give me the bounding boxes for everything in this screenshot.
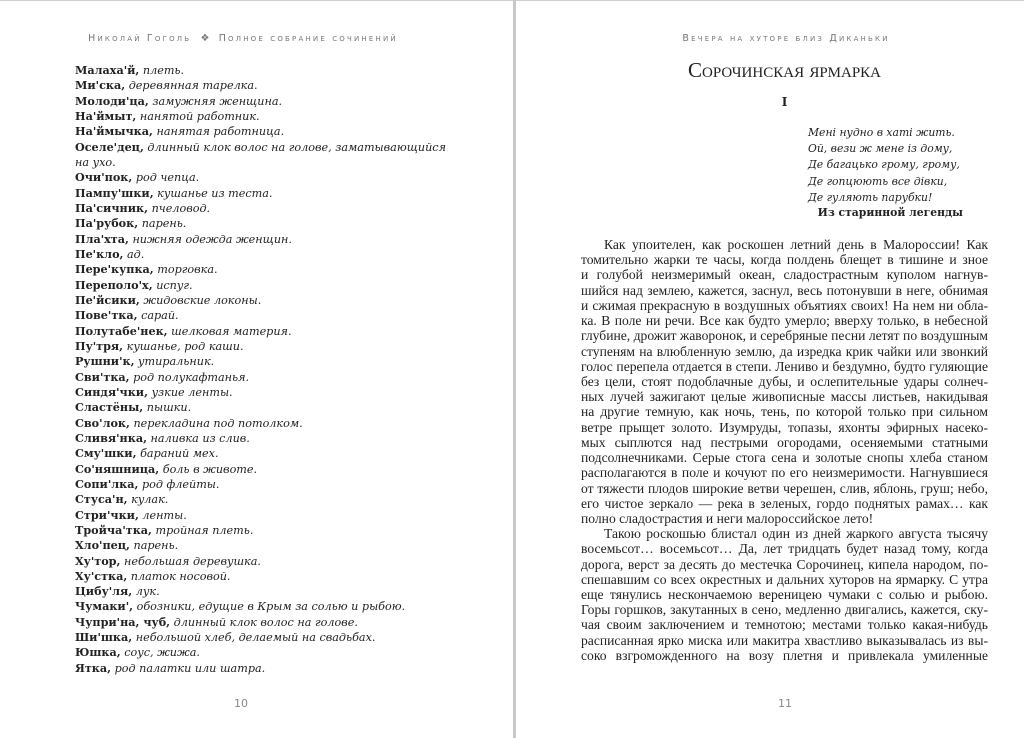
epigraph-line: Мені нудно в хаті жить. bbox=[808, 126, 955, 139]
body-text-line: голос перепела отдается в степи. Лениво и бездумно, будто гуляющие bbox=[581, 358, 988, 374]
glossary-definition: парень. bbox=[133, 539, 179, 553]
glossary-definition: род полукафтанья. bbox=[133, 370, 250, 384]
glossary-definition: испуг. bbox=[156, 278, 193, 292]
glossary-entry bbox=[75, 139, 446, 155]
glossary-term: Молоди'ца, bbox=[75, 93, 149, 108]
body-text-line: глубине, дрожит жаворонок, и серебряные песни летят по воздушным bbox=[581, 328, 988, 344]
glossary-entry bbox=[75, 492, 435, 507]
glossary-term: Со'няшница, bbox=[75, 461, 160, 476]
glossary-term: Рушни'к, bbox=[75, 354, 135, 369]
body-text-line: и сжимая прекрасную в воздушных объятиях своих! На нем ни обла- bbox=[581, 297, 988, 313]
body-text-line: и голубой неизмеримый океан, сладострастным куполом нагнув- bbox=[581, 267, 988, 283]
body-text-line: ветре прыщет золото. Изумруды, топазы, яхонты эфирных насеко- bbox=[581, 419, 988, 435]
glossary-definition: боль в животе. bbox=[162, 462, 258, 476]
glossary-entry bbox=[75, 431, 435, 446]
glossary-term: Малаха'й, bbox=[75, 63, 140, 77]
body-text-line: дорога, верст за десять до местечка Сорочинец, кипела народом, по- bbox=[581, 556, 988, 572]
glossary-definition: перекладина под потолком. bbox=[133, 416, 303, 430]
glossary-entry bbox=[75, 538, 435, 553]
body-text bbox=[581, 237, 988, 663]
glossary-entry bbox=[75, 201, 435, 216]
glossary-entry bbox=[75, 584, 435, 599]
glossary-term: Юшка, bbox=[75, 645, 121, 660]
body-text-line: на другие темную, как ночь, тень, по которой только при сильном bbox=[581, 404, 988, 420]
glossary-term: Па'рубок, bbox=[75, 216, 139, 231]
epigraph-line: Де багацько грому, грому, bbox=[808, 158, 960, 172]
epigraph-line: Ой, вези ж мене із дому, bbox=[808, 142, 953, 156]
body-text-line: ных лучей зажигают целые живописные массы листьев, накидывая bbox=[581, 389, 988, 405]
glossary-definition: пчеловод. bbox=[151, 201, 211, 215]
glossary-term: Стуса'н, bbox=[75, 492, 128, 507]
right-running-head: Вечера на хуторе близ Диканьки bbox=[682, 33, 890, 44]
glossary-entry bbox=[75, 109, 435, 124]
chapter-title: Сорочинская ярмарка bbox=[687, 58, 882, 82]
body-text-line: полно сладострастия и неги малороссийское лето! bbox=[581, 510, 874, 526]
glossary-definition: нижняя одежда женщин. bbox=[132, 232, 292, 246]
glossary-entry bbox=[75, 155, 435, 170]
glossary-term: Хло'пец, bbox=[75, 538, 130, 553]
glossary-entry bbox=[75, 569, 435, 584]
glossary-term: Пове'тка, bbox=[75, 308, 138, 323]
glossary-entry bbox=[75, 508, 435, 523]
epigraph-line: Де гуляють парубки! bbox=[808, 190, 933, 204]
glossary-definition: плеть. bbox=[142, 64, 185, 77]
glossary-entry bbox=[75, 170, 435, 185]
glossary-entry bbox=[75, 354, 435, 369]
glossary-entry bbox=[75, 308, 435, 323]
glossary-entry bbox=[75, 94, 435, 109]
glossary-definition: длинный клок волос на голове, заматывающийся bbox=[147, 140, 446, 154]
glossary-definition: сарай. bbox=[141, 309, 179, 323]
glossary-term: Сопи'лка, bbox=[75, 476, 139, 491]
body-text-line: ступеням на влюбленную землю, да изредка крик чайки или звонкий bbox=[581, 343, 988, 359]
glossary-definition: род флейты. bbox=[141, 477, 220, 491]
glossary-entry bbox=[75, 63, 435, 78]
epigraph-line: Де гопцюють все дівки, bbox=[808, 174, 948, 188]
running-head-author: Николай Гоголь bbox=[88, 33, 192, 44]
glossary-definition: тройная плеть. bbox=[155, 523, 254, 537]
glossary-entry bbox=[75, 416, 435, 431]
glossary-term: Переполо'х, bbox=[75, 277, 153, 292]
glossary-entry bbox=[75, 278, 435, 293]
glossary-entry bbox=[75, 262, 435, 277]
body-text-line: соко взгроможденного на возу плетня и привлекала умиленные bbox=[581, 647, 988, 663]
glossary-definition: узкие ленты. bbox=[151, 385, 233, 399]
glossary-list bbox=[75, 63, 446, 676]
epigraph bbox=[808, 125, 960, 206]
glossary-definition: наливка из слив. bbox=[150, 431, 250, 445]
glossary-term: Чупри'на, чуб, bbox=[75, 614, 171, 629]
body-text-line: восемьсот… восемьсот… Да, лет тридцать будет назад тому, когда bbox=[581, 541, 988, 557]
glossary-term: Полутабе'нек, bbox=[75, 323, 168, 338]
glossary-definition: кулак. bbox=[131, 493, 169, 507]
glossary-definition: торговка. bbox=[157, 263, 218, 277]
glossary-definition: парень. bbox=[141, 217, 187, 231]
glossary-definition: род чепца. bbox=[135, 171, 200, 185]
glossary-definition: длинный клок волос на голове. bbox=[173, 615, 358, 629]
glossary-definition: ленты. bbox=[142, 508, 187, 522]
glossary-term: Сви'тка, bbox=[75, 369, 130, 384]
glossary-term: Ху'тор, bbox=[75, 553, 121, 568]
body-text-line: без цели, стоят подоблачные дубы, и ослепительные удары солнеч- bbox=[581, 373, 988, 389]
body-text-line: томительно жарки те часы, когда полдень блещет в тишине и зное bbox=[581, 252, 988, 268]
glossary-term: Пе'кло, bbox=[75, 246, 124, 261]
glossary-term: Синдя'чки, bbox=[75, 384, 148, 399]
glossary-term: Пе'йсики, bbox=[75, 292, 140, 307]
glossary-term: Па'сичник, bbox=[75, 200, 148, 215]
body-text-line: ка. В поле ни речи. Все как будто умерло; вверху только, в небесной bbox=[581, 313, 988, 329]
glossary-term: Ятка, bbox=[75, 660, 112, 675]
glossary-entry bbox=[75, 661, 435, 676]
glossary-entry bbox=[75, 400, 435, 415]
glossary-entry bbox=[75, 78, 435, 93]
glossary-definition: замужняя женщина. bbox=[152, 94, 283, 108]
glossary-entry bbox=[75, 446, 435, 461]
body-text-line: мых сыплются над пестрыми огородами, осеняемыми статными bbox=[581, 434, 988, 450]
glossary-entry bbox=[75, 232, 435, 247]
glossary-term: Пере'купка, bbox=[75, 262, 154, 277]
chapter-number: I bbox=[781, 95, 788, 109]
glossary-entry bbox=[75, 324, 435, 339]
glossary-definition: кушанье из теста. bbox=[157, 186, 273, 200]
glossary-term: Сластёны, bbox=[75, 400, 144, 415]
glossary-entry bbox=[75, 477, 435, 492]
glossary-term: Пампу'шки, bbox=[75, 185, 154, 200]
body-text-line: Как упоителен, как роскошен летний день в Малороссии! Как bbox=[604, 237, 988, 252]
glossary-definition: небольшая деревушка. bbox=[123, 554, 261, 568]
glossary-term: Ху'стка, bbox=[75, 568, 128, 583]
page-number-left: 10 bbox=[234, 697, 248, 710]
glossary-term: Ши'шка, bbox=[75, 630, 133, 645]
glossary-term: Пу'тря, bbox=[75, 338, 124, 353]
glossary-entry bbox=[75, 554, 435, 569]
body-text-line: расписанная ярко миска или макитра хвастливо выказывалась из вы- bbox=[581, 632, 988, 648]
body-text-line: подсолнечниками. Серые стога сена и золотые снопы хлеба станом bbox=[581, 450, 988, 466]
glossary-definition: небольшой хлеб, делаемый на свадьбах. bbox=[135, 631, 376, 645]
glossary-definition: утиральник. bbox=[138, 355, 215, 369]
glossary-term: Сво'лок, bbox=[75, 415, 130, 430]
glossary-definition: лук. bbox=[135, 585, 160, 599]
glossary-entry bbox=[75, 339, 435, 354]
glossary-definition: на ухо. bbox=[75, 155, 116, 169]
glossary-entry bbox=[75, 247, 435, 262]
glossary-entry bbox=[75, 124, 435, 139]
glossary-definition: нанятая работница. bbox=[156, 125, 285, 139]
glossary-term: Тройча'тка, bbox=[75, 522, 152, 537]
glossary-definition: шелковая материя. bbox=[171, 324, 292, 338]
glossary-entry bbox=[75, 599, 435, 614]
glossary-term: На'ймычка, bbox=[75, 124, 153, 139]
glossary-entry bbox=[75, 370, 435, 385]
glossary-term: Чумаки', bbox=[75, 599, 134, 614]
body-text-line: Такою роскошью блистал один из дней жаркого августа тысячу bbox=[604, 526, 988, 542]
body-text-line: чая своим заключением и темнотою; местами только какая-нибудь bbox=[581, 617, 988, 633]
glossary-definition: платок носовой. bbox=[130, 569, 231, 583]
glossary-definition: деревянная тарелка. bbox=[128, 79, 258, 93]
glossary-entry bbox=[75, 630, 435, 645]
glossary-term: Сму'шки, bbox=[75, 446, 137, 461]
body-text-line: его чистое зеркало — река в зеленых, гордо поднятых рамах… как bbox=[581, 495, 988, 511]
body-text-line: спешавшим со всех окрестных и дальних хуторов на ярмарку. С утра bbox=[581, 571, 988, 587]
glossary-entry bbox=[75, 385, 435, 400]
glossary-term: Сливя'нка, bbox=[75, 430, 147, 445]
glossary-entry bbox=[75, 462, 435, 477]
glossary-entry bbox=[75, 523, 435, 538]
book-spine-divider bbox=[513, 0, 516, 738]
glossary-entry bbox=[75, 293, 435, 308]
glossary-entry bbox=[75, 216, 435, 231]
glossary-term: Цибу'ля, bbox=[75, 584, 133, 599]
glossary-definition: пышки. bbox=[146, 401, 192, 415]
glossary-definition: соус, жижа. bbox=[124, 646, 200, 660]
body-text-line: Горы горшков, закутанных в сено, медленно двигались, кажется, ску- bbox=[581, 602, 988, 618]
glossary-entry bbox=[75, 186, 435, 201]
glossary-term: Ми'ска, bbox=[75, 78, 126, 93]
body-text-line: еще тянулись нескончаемою вереницею чумаки с солью и рыбою. bbox=[581, 587, 988, 603]
running-head-book: Полное собрание сочинений bbox=[218, 33, 398, 44]
glossary-definition: ад. bbox=[127, 247, 145, 261]
ornament-icon: ❖ bbox=[200, 33, 210, 44]
glossary-definition: обозники, едущие в Крым за солью и рыбою. bbox=[136, 600, 406, 614]
glossary-term: Пла'хта, bbox=[75, 231, 129, 246]
body-text-line: от тяжести плодов широкие ветви черешен, слив, яблонь, груш; небо, bbox=[581, 480, 988, 496]
glossary-term: Стри'чки, bbox=[75, 507, 139, 522]
body-text-line: шийся над землею, кажется, заснул, весь потонувши в неге, обнимая bbox=[581, 282, 988, 298]
glossary-entry bbox=[75, 645, 435, 660]
glossary-definition: род палатки или шатра. bbox=[114, 661, 266, 675]
glossary-definition: жидовские локоны. bbox=[143, 293, 262, 307]
glossary-entry bbox=[75, 615, 435, 630]
body-text-line: располагаются в поле и кочуют по его неизмеримости. Нагнувшиеся bbox=[581, 465, 988, 481]
glossary-term: Оселе'дец, bbox=[75, 139, 144, 154]
glossary-term: На'ймыт, bbox=[75, 108, 137, 123]
page-top-edge bbox=[0, 0, 1024, 1]
glossary-term: Очи'пок, bbox=[75, 170, 133, 185]
page-number-right: 11 bbox=[778, 697, 792, 710]
glossary-definition: бараний мех. bbox=[140, 447, 219, 461]
left-running-head bbox=[0, 33, 486, 44]
glossary-definition: кушанье, род каши. bbox=[126, 339, 244, 353]
epigraph-source: Из старинной легенды bbox=[817, 206, 963, 219]
glossary-definition: нанятой работник. bbox=[139, 109, 260, 123]
